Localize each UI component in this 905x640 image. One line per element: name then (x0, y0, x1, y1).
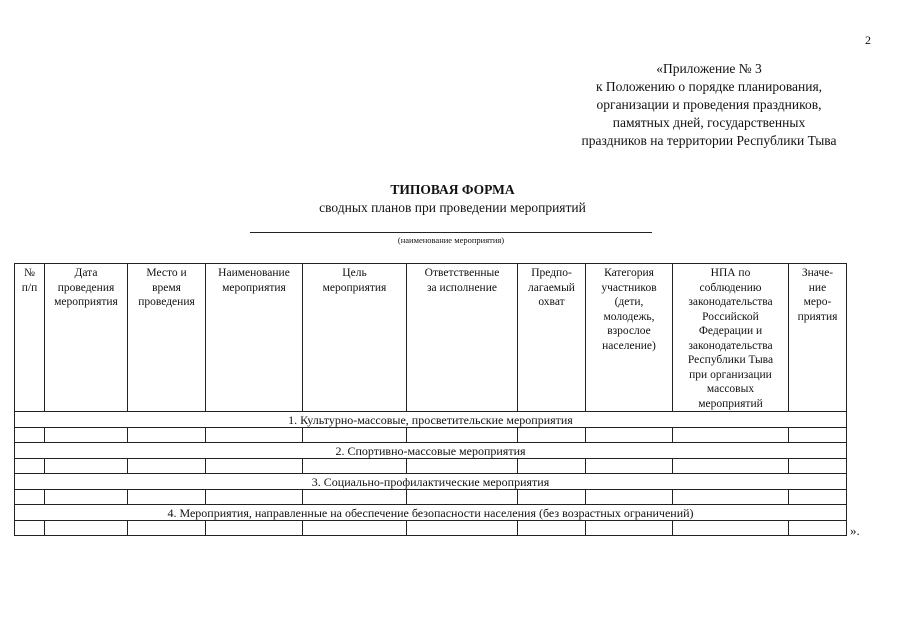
closing-quote: ». (850, 523, 860, 538)
plan-table (14, 263, 847, 536)
appendix-heading (549, 60, 869, 150)
section-row (15, 412, 847, 428)
column-header: Наименование мероприятия (206, 264, 303, 412)
column-header: Ответственные за исполнение (407, 264, 518, 412)
table-row (15, 490, 847, 505)
event-name-line (250, 232, 652, 233)
appendix-line: «Приложение № 3 (656, 61, 762, 76)
section-title: 4. Мероприятия, направленные на обеспечение безопасности населения (без возрастных ограничений) (15, 505, 847, 521)
column-header: НПА по соблюдению законодательства Российской Федерации и законодательства Республики Тыва при организации массовых мероприятий (673, 264, 789, 412)
column-header: Значе- ние меро- приятия (789, 264, 847, 412)
table-header-row (15, 264, 847, 412)
column-header: Место и время проведения (128, 264, 206, 412)
section-row (15, 474, 847, 490)
table-row (15, 521, 847, 536)
appendix-line: праздников на территории Республики Тыва (581, 133, 837, 148)
section-title: 2. Спортивно-массовые мероприятия (15, 443, 847, 459)
section-title: 1. Культурно-массовые, просветительские мероприятия (15, 412, 847, 428)
appendix-line: организации и проведения праздников, (596, 97, 822, 112)
column-header: Предпо- лагаемый охват (518, 264, 586, 412)
table-row (15, 459, 847, 474)
page-number: 2 (865, 33, 871, 47)
appendix-line: к Положению о порядке планирования, (595, 79, 823, 94)
section-row (15, 443, 847, 459)
column-header: Цель мероприятия (303, 264, 407, 412)
table-row (15, 428, 847, 443)
column-header: Дата проведения мероприятия (45, 264, 128, 412)
column-header: Категория участников (дети, молодежь, взрослое население) (586, 264, 673, 412)
form-subtitle: сводных планов при проведении мероприятий (319, 200, 586, 215)
form-title: ТИПОВАЯ ФОРМА (390, 182, 515, 197)
column-header: № п/п (15, 264, 45, 412)
section-row (15, 505, 847, 521)
appendix-line: памятных дней, государственных (612, 115, 806, 130)
event-name-caption: (наименование мероприятия) (397, 235, 505, 245)
section-title: 3. Социально-профилактические мероприятия (15, 474, 847, 490)
